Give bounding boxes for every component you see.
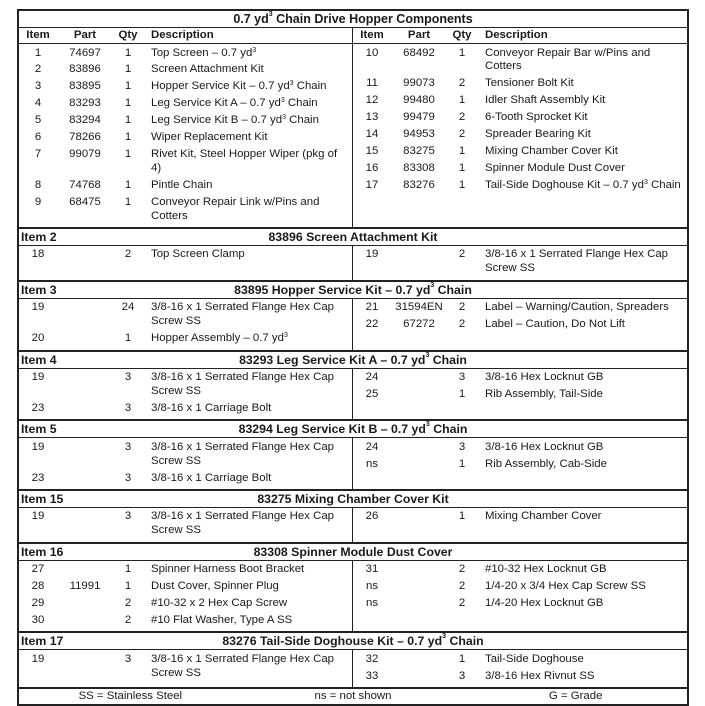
table-row	[353, 127, 687, 144]
section-left-column	[19, 508, 353, 542]
table-row	[19, 579, 352, 596]
section-title: 83294 Leg Service Kit B – 0.7 $yd^3$ Chain	[238, 421, 468, 437]
item-number: 19	[31, 652, 45, 665]
item-number: 2	[34, 63, 42, 76]
section-left-column	[19, 299, 353, 350]
quantity: 1	[458, 46, 466, 59]
description: Top Screen Clamp	[151, 248, 245, 261]
col-part: Part	[407, 29, 431, 41]
description: 1/4-20 Hex Locknut GB	[485, 597, 604, 610]
item-number: 28	[31, 580, 45, 593]
item-number: 31	[365, 563, 379, 576]
table-row	[19, 470, 352, 487]
table-row	[19, 562, 352, 579]
description: Conveyor Repair Link w/Pins and Cotters	[151, 195, 320, 222]
description: 3/8-16 Hex Locknut GB	[485, 371, 604, 383]
item-number: 7	[34, 147, 42, 160]
section-body	[19, 438, 687, 489]
quantity: 2	[458, 111, 466, 124]
part-number: 83293	[69, 97, 101, 110]
table-row	[19, 247, 352, 264]
table-row	[353, 596, 687, 613]
item-number: 32	[365, 652, 379, 665]
quantity: 2	[458, 301, 466, 314]
quantity: 1	[458, 178, 466, 191]
table-row	[19, 96, 352, 113]
quantity: 1	[124, 114, 132, 127]
section-right-column	[353, 299, 687, 350]
part-number	[57, 371, 113, 399]
part-number	[391, 597, 447, 611]
description: #10-32 Hex Locknut GB	[485, 563, 607, 576]
item-number: 11	[366, 77, 378, 90]
section-body	[19, 508, 687, 542]
section-left-column	[19, 650, 353, 687]
description: Tail-Side Doghouse Kit – 0.7 $yd^3$ Chain	[485, 178, 681, 191]
section-right-column	[353, 561, 687, 632]
table-row	[353, 45, 687, 76]
table-row	[353, 456, 687, 473]
quantity: 1	[124, 63, 132, 76]
table-row	[353, 386, 687, 403]
table-row	[19, 331, 352, 348]
table-row	[19, 370, 352, 401]
item-number: 29	[31, 597, 45, 610]
column-header-row	[19, 28, 687, 44]
item-number: 33	[365, 669, 379, 682]
legend-ss: SS = Stainless Steel	[78, 690, 183, 703]
table-row	[353, 579, 687, 596]
table-row	[353, 651, 687, 668]
part-number: 83294	[69, 114, 101, 127]
table-row	[19, 113, 352, 130]
section-header	[19, 419, 687, 438]
table-row	[353, 143, 687, 160]
part-number: 83308	[403, 161, 435, 174]
part-number	[57, 614, 113, 628]
item-number: 1	[34, 46, 42, 59]
section-item-label: Item 4	[21, 352, 57, 367]
col-description: Description	[485, 29, 548, 41]
part-number: 74697	[69, 46, 101, 59]
quantity: 1	[124, 147, 132, 160]
quantity: 2	[458, 128, 466, 141]
description: Tensioner Bolt Kit	[485, 77, 574, 90]
description: Label – Caution, Do Not Lift	[485, 318, 625, 331]
table-row	[353, 110, 687, 127]
item-number: 19	[31, 510, 45, 523]
table-row	[353, 177, 687, 194]
description: Screen Attachment Kit	[151, 63, 264, 76]
table-row	[19, 509, 352, 540]
part-number	[57, 563, 113, 577]
item-number: 25	[365, 387, 379, 400]
part-number	[391, 441, 447, 455]
table-row	[353, 439, 687, 456]
item-number: 17	[365, 178, 379, 191]
item-number: 19	[31, 301, 45, 314]
section-body	[19, 246, 687, 280]
section-left-column	[19, 246, 353, 280]
part-number: 83275	[403, 144, 435, 157]
section-left-column	[19, 369, 353, 420]
table-row	[353, 509, 687, 526]
part-number: 68492	[403, 46, 435, 59]
part-number: 68475	[69, 195, 101, 208]
table-row	[19, 146, 352, 177]
quantity: 3	[458, 371, 466, 383]
description: 3/8-16 Hex Locknut GB	[485, 440, 604, 453]
part-number	[391, 653, 447, 667]
main-right-column	[353, 44, 687, 227]
table-row	[19, 177, 352, 194]
quantity: 3	[124, 401, 132, 414]
description: Idler Shaft Assembly Kit	[485, 94, 606, 107]
item-number: 19	[31, 371, 45, 383]
quantity: 1	[124, 46, 132, 59]
table-row	[19, 612, 352, 629]
description: #10-32 x 2 Hex Cap Screw	[151, 597, 288, 610]
item-number: 18	[31, 248, 45, 261]
description: 3/8-16 x 1 Serrated Flange Hex Cap Screw SS	[151, 510, 334, 537]
table-row	[19, 439, 352, 470]
quantity: 1	[124, 97, 132, 110]
part-number	[391, 458, 447, 472]
item-number: 24	[365, 440, 379, 453]
table-row	[353, 317, 687, 334]
quantity: 2	[124, 613, 132, 626]
part-number	[57, 332, 113, 346]
description: Top Screen – 0.7 $yd^3$	[151, 46, 257, 59]
quantity: 1	[458, 144, 466, 157]
legend-ns: ns = not shown	[314, 690, 392, 703]
col-description: Description	[151, 29, 214, 41]
description: Mixing Chamber Cover	[485, 510, 602, 523]
quantity: 1	[458, 387, 466, 400]
item-number: 22	[365, 318, 379, 331]
item-number: 13	[365, 111, 379, 124]
quantity: 2	[458, 77, 466, 90]
section-header	[19, 350, 687, 369]
description: Spreader Bearing Kit	[485, 128, 591, 141]
description: 3/8-16 x 1 Serrated Flange Hex Cap Screw SS	[151, 652, 334, 679]
part-number	[57, 301, 113, 329]
table-row	[19, 300, 352, 331]
item-number: 24	[365, 371, 379, 383]
description: 3/8-16 x 1 Carriage Bolt	[151, 471, 272, 484]
item-number: ns	[365, 457, 379, 470]
parts-table	[17, 9, 689, 706]
quantity: 3	[458, 440, 466, 453]
part-number: 99480	[403, 94, 435, 107]
item-number: 27	[31, 563, 45, 576]
table-row	[353, 370, 687, 387]
description: 3/8-16 x 1 Carriage Bolt	[151, 401, 272, 414]
section-title: 83293 Leg Service Kit A – 0.7 $yd^3$ Chain	[239, 351, 467, 367]
description: Leg Service Kit B – 0.7 $yd^3$ Chain	[151, 114, 319, 127]
section-title: 83895 Hopper Service Kit – 0.7 $yd^3$ Chain	[234, 281, 472, 297]
section-header	[19, 631, 687, 650]
col-qty: Qty	[118, 29, 138, 41]
col-part: Part	[73, 29, 97, 41]
quantity: 2	[458, 248, 466, 261]
table-row	[19, 400, 352, 417]
section-item-label: Item 15	[21, 491, 64, 506]
item-number: 23	[31, 471, 45, 484]
item-number: 12	[365, 94, 379, 107]
description: Hopper Service Kit – 0.7 $yd^3$ Chain	[151, 80, 327, 93]
item-number: 20	[31, 332, 45, 345]
quantity: 24	[121, 301, 135, 314]
part-number	[57, 248, 113, 262]
table-row	[353, 668, 687, 685]
section-item-label: Item 2	[21, 229, 57, 244]
main-components	[19, 44, 687, 227]
quantity: 3	[124, 510, 132, 523]
part-number: 78266	[69, 131, 101, 144]
section-right-column	[353, 369, 687, 420]
table-row	[353, 562, 687, 579]
part-number	[57, 472, 113, 486]
quantity: 1	[124, 131, 132, 144]
table-row	[19, 596, 352, 613]
item-number: 21	[365, 301, 379, 314]
part-number: 74768	[69, 178, 101, 191]
part-number	[391, 670, 447, 684]
part-number	[391, 510, 447, 524]
description: Pintle Chain	[151, 178, 213, 191]
table-title: 0.7 $yd^3$ Chain Drive Hopper Components	[19, 11, 687, 28]
quantity: 1	[124, 80, 132, 93]
part-number	[57, 597, 113, 611]
part-number	[57, 441, 113, 469]
part-number	[57, 510, 113, 538]
table-row	[19, 79, 352, 96]
part-number: 83895	[69, 80, 101, 93]
description: 3/8-16 x 1 Serrated Flange Hex Cap Screw SS	[151, 301, 334, 328]
part-number: 99479	[403, 111, 435, 124]
section-right-column	[353, 508, 687, 542]
table-row	[19, 45, 352, 62]
legend-g: G = Grade	[548, 690, 603, 703]
section-right-column	[353, 246, 687, 280]
part-number: 31594EN	[395, 301, 443, 314]
table-row	[19, 194, 352, 225]
col-item: Item	[360, 29, 384, 41]
item-number: 8	[34, 178, 42, 191]
item-number: 6	[34, 131, 42, 144]
description: Spinner Module Dust Cover	[485, 161, 625, 174]
section-body	[19, 369, 687, 420]
section-right-column	[353, 650, 687, 687]
description: Tail-Side Doghouse	[485, 652, 584, 665]
description: Rib Assembly, Tail-Side	[485, 387, 603, 400]
main-left-column	[19, 44, 353, 227]
section-title: 83276 Tail-Side Doghouse Kit – 0.7 $yd^3$ Chain	[222, 633, 484, 649]
quantity: 3	[124, 440, 132, 453]
item-number: 19	[31, 440, 45, 453]
section-body	[19, 650, 687, 687]
quantity: 3	[124, 471, 132, 484]
description: Rivet Kit, Steel Hopper Wiper (pkg of 4)	[151, 147, 338, 174]
quantity: 1	[458, 94, 466, 107]
part-number	[391, 248, 447, 276]
description: Leg Service Kit A – 0.7 $yd^3$ Chain	[151, 97, 318, 110]
section-title: 83308 Spinner Module Dust Cover	[253, 544, 453, 559]
section-title: 83275 Mixing Chamber Cover Kit	[257, 491, 449, 506]
item-number: ns	[365, 580, 379, 593]
description: Dust Cover, Spinner Plug	[151, 580, 279, 593]
quantity: 2	[458, 318, 466, 331]
part-number	[57, 653, 113, 681]
section-body	[19, 299, 687, 350]
part-number	[391, 563, 447, 577]
section-left-column	[19, 438, 353, 489]
description: 3/8-16 x 1 Serrated Flange Hex Cap Screw SS	[151, 371, 334, 397]
section-item-label: Item 3	[21, 282, 57, 297]
quantity: 2	[124, 597, 132, 610]
quantity: 2	[458, 597, 466, 610]
item-number: 5	[34, 114, 42, 127]
table-row	[353, 93, 687, 110]
quantity: 1	[458, 457, 466, 470]
item-number: 30	[31, 613, 45, 626]
quantity: 1	[124, 195, 132, 208]
part-number	[391, 580, 447, 594]
part-number: 67272	[403, 318, 435, 331]
description: Spinner Harness Boot Bracket	[151, 563, 305, 576]
description: 3/8-16 x 1 Serrated Flange Hex Cap Screw SS	[151, 440, 334, 467]
item-number: 23	[31, 401, 45, 414]
quantity: 2	[458, 580, 466, 593]
description: Rib Assembly, Cab-Side	[485, 457, 607, 470]
quantity: 1	[124, 580, 132, 593]
quantity: 3	[124, 371, 132, 383]
table-row	[353, 300, 687, 317]
description: Conveyor Repair Bar w/Pins and Cotters	[485, 46, 651, 73]
item-number: 19	[365, 248, 379, 261]
description: 3/8-16 Hex Rivnut SS	[485, 669, 595, 682]
section-right-column	[353, 438, 687, 489]
section-item-label: Item 16	[21, 544, 64, 559]
section-title: 83896 Screen Attachment Kit	[268, 229, 438, 244]
section-header	[19, 280, 687, 299]
part-number: 83896	[69, 63, 101, 76]
part-number: 99073	[403, 77, 435, 90]
description: Label – Warning/Caution, Spreaders	[485, 301, 669, 314]
description: 3/8-16 x 1 Serrated Flange Hex Cap Screw SS	[485, 248, 668, 275]
section-item-label: Item 17	[21, 634, 64, 649]
quantity: 3	[124, 652, 132, 665]
item-number: 15	[365, 144, 379, 157]
table-row	[19, 130, 352, 147]
item-number: 9	[34, 195, 42, 208]
part-number: 11991	[69, 580, 101, 593]
description: 6-Tooth Sprocket Kit	[485, 111, 588, 124]
item-number: ns	[365, 597, 379, 610]
part-number	[391, 371, 447, 385]
item-number: 14	[365, 128, 379, 141]
item-number: 3	[34, 80, 42, 93]
part-number	[57, 402, 113, 416]
section-header	[19, 227, 687, 246]
item-number: 26	[365, 510, 379, 523]
col-item: Item	[26, 29, 50, 41]
part-number: 83276	[403, 178, 435, 191]
section-body	[19, 561, 687, 632]
quantity: 1	[124, 178, 132, 191]
quantity: 1	[458, 510, 466, 523]
quantity: 1	[458, 161, 466, 174]
part-number: 94953	[403, 128, 435, 141]
quantity: 2	[124, 248, 132, 261]
table-row	[19, 651, 352, 682]
quantity: 2	[458, 563, 466, 576]
quantity: 3	[458, 669, 466, 682]
item-number: 10	[365, 46, 379, 59]
col-qty: Qty	[452, 29, 472, 41]
item-number: 16	[365, 161, 379, 174]
quantity: 1	[458, 652, 466, 665]
item-number: 4	[34, 97, 42, 110]
table-row	[353, 76, 687, 93]
section-header	[19, 489, 687, 508]
table-row	[353, 247, 687, 278]
section-left-column	[19, 561, 353, 632]
section-header	[19, 542, 687, 561]
description: Wiper Replacement Kit	[151, 131, 268, 144]
table-row	[353, 160, 687, 177]
description: 1/4-20 x 3/4 Hex Cap Screw SS	[485, 580, 646, 593]
description: Hopper Assembly – 0.7 $yd^3$	[151, 332, 288, 345]
part-number	[391, 388, 447, 402]
description: #10 Flat Washer, Type A SS	[151, 613, 293, 626]
description: Mixing Chamber Cover Kit	[485, 144, 618, 157]
part-number: 99079	[69, 147, 101, 160]
table-row	[19, 62, 352, 79]
quantity: 1	[124, 332, 132, 345]
quantity: 1	[124, 563, 132, 576]
section-item-label: Item 5	[21, 422, 57, 437]
